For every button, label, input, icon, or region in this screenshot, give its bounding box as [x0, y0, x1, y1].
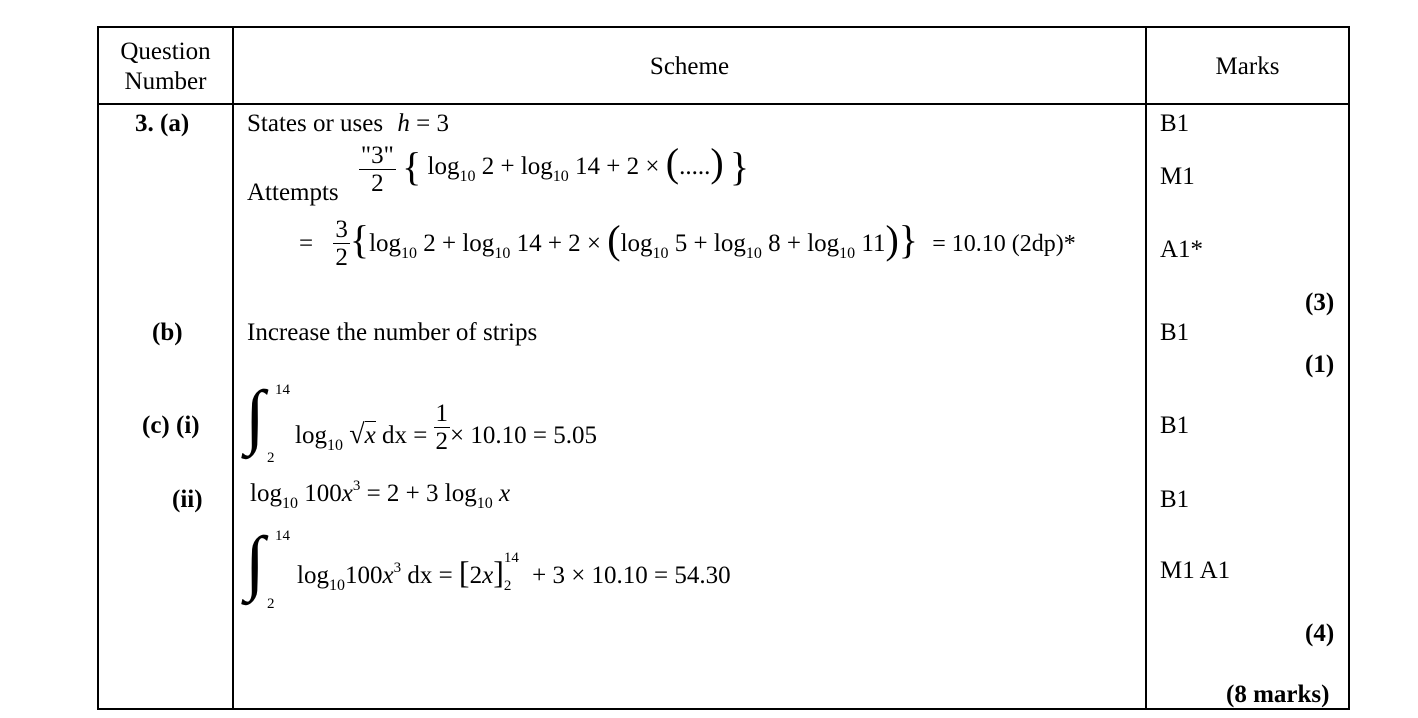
- header-question-line2: Number: [124, 68, 207, 95]
- mark-a3: A1*: [1160, 236, 1204, 263]
- cii-bracket-close: ]: [493, 554, 504, 590]
- cii-bracket-limits: [503, 550, 526, 594]
- column-divider-1: [232, 26, 234, 710]
- a2-num: "3": [360, 142, 394, 169]
- cii-upper-limit: 14: [275, 528, 290, 544]
- a3-log3: log: [620, 230, 653, 258]
- cii-p2: = 2 + 3 log: [360, 480, 477, 507]
- scheme-line-a2: [247, 140, 750, 207]
- a3-p1: 2 + log: [423, 230, 495, 258]
- scheme-line-b: Increase the number of strips: [247, 319, 538, 346]
- a2-fraction: [359, 142, 396, 197]
- cii-log: log: [250, 480, 282, 507]
- a3-sub1: 10: [401, 245, 418, 263]
- a2-brace-open: {: [402, 144, 422, 190]
- cii-sub: 10: [281, 495, 298, 512]
- a3-sub3: 10: [652, 245, 669, 263]
- a3-fraction: [333, 216, 350, 271]
- header-scheme: Scheme: [649, 53, 730, 80]
- a3-p3: 5 + log: [674, 230, 746, 258]
- a2-part1: 2 + log: [481, 153, 553, 181]
- mark-ci: B1: [1160, 412, 1190, 439]
- a3-num: 3: [335, 216, 348, 243]
- cii-x2: x: [498, 480, 511, 507]
- header-marks: Marks: [1215, 53, 1280, 80]
- a3-sub4: 10: [745, 245, 762, 263]
- a3-result: = 10.10 (2dp)*: [932, 231, 1076, 258]
- a2-den: 2: [359, 169, 396, 197]
- cii-bracket-x: x: [482, 562, 494, 589]
- a3-log1: log: [369, 230, 402, 258]
- ci-rest: × 10.10 = 5.05: [450, 422, 597, 450]
- a3-paren-close: ): [885, 217, 899, 263]
- header-question-line1: Question: [120, 38, 211, 65]
- header-question-number: [99, 37, 232, 97]
- ci-fraction: [434, 400, 451, 455]
- mark-cii-1: B1: [1160, 486, 1190, 513]
- cii-b-upper: 14: [503, 550, 519, 566]
- ci-log: log: [295, 422, 327, 450]
- scheme-line-a3: [299, 218, 1076, 273]
- grand-total: (8 marks): [1226, 681, 1330, 708]
- question-label-b: (b): [152, 319, 183, 346]
- scheme-line-cii-1: [250, 478, 511, 512]
- a3-den: 2: [335, 244, 348, 271]
- integral-icon: ∫: [245, 376, 265, 456]
- scheme-line-cii-2: [245, 522, 290, 616]
- question-label-cii: (ii): [172, 486, 203, 513]
- cii-p1: 100: [304, 480, 342, 507]
- a1-var: h: [397, 110, 410, 137]
- a3-brace-close: }: [898, 217, 918, 263]
- cii-x3: x: [382, 562, 394, 589]
- a1-rhs: = 3: [416, 110, 449, 137]
- scheme-line-ci: [245, 376, 290, 470]
- sqrt-icon: √: [349, 419, 365, 451]
- cii-bracket-open: [: [458, 554, 470, 590]
- ci-num: 1: [435, 400, 449, 427]
- cii-dx: dx =: [401, 562, 459, 589]
- ci-sub: 10: [326, 437, 343, 455]
- header-divider: [97, 103, 1350, 105]
- cii-lower-limit: 2: [267, 596, 275, 612]
- ci-x: x: [364, 422, 376, 450]
- mark-a2: M1: [1160, 163, 1195, 190]
- a2-sub2: 10: [552, 168, 569, 186]
- cii-expression: [297, 550, 731, 594]
- cii-bracket-body: 2: [469, 562, 483, 589]
- cii-pow2: 3: [393, 560, 402, 576]
- a2-text: Attempts: [247, 179, 339, 207]
- total-a: (3): [1305, 289, 1335, 316]
- a2-dots: .....: [679, 153, 711, 181]
- a2-paren-open: (: [665, 140, 680, 186]
- a3-sub2: 10: [494, 245, 511, 263]
- a2-log1: log: [427, 153, 460, 181]
- ci-upper-limit: 14: [275, 382, 290, 398]
- column-divider-2: [1145, 26, 1147, 710]
- a3-sub5: 10: [839, 245, 856, 263]
- a3-brace-open: {: [349, 217, 370, 263]
- cii-sub3: 10: [328, 577, 345, 594]
- question-label-3a: 3. (a): [135, 110, 190, 137]
- a1-text: States or uses: [247, 110, 384, 137]
- a2-paren-close: ): [710, 140, 724, 186]
- integral-icon: ∫: [245, 522, 265, 602]
- ci-expression: [295, 400, 597, 455]
- question-label-ci: (c) (i): [142, 412, 200, 439]
- a3-paren-open: (: [607, 217, 621, 263]
- cii-rest: + 3 × 10.10 = 54.30: [525, 562, 731, 589]
- total-b: (1): [1305, 351, 1335, 378]
- total-c: (4): [1305, 620, 1335, 647]
- cii-x1: x: [341, 480, 353, 507]
- a2-expression: [427, 140, 730, 186]
- cii-b-lower: 2: [503, 578, 512, 594]
- a2-part2: 14 + 2 ×: [575, 153, 666, 181]
- a3-p2: 14 + 2 ×: [516, 230, 608, 258]
- ci-den: 2: [435, 428, 449, 455]
- cii-p3: 100: [344, 562, 383, 589]
- cii-log2: log: [297, 562, 329, 589]
- scheme-line-a1: [247, 111, 449, 136]
- a3-eq: =: [299, 230, 314, 258]
- cii-pow1: 3: [352, 478, 361, 494]
- mark-b: B1: [1160, 319, 1190, 346]
- ci-lower-limit: 2: [267, 450, 275, 466]
- a3-p5: 11: [861, 230, 886, 258]
- ci-dx: dx =: [375, 422, 428, 450]
- cii-sub2: 10: [476, 495, 493, 512]
- a2-brace-close: }: [729, 144, 750, 190]
- a2-sub1: 10: [459, 168, 476, 186]
- mark-a1: B1: [1160, 110, 1190, 137]
- a3-p4: 8 + log: [768, 230, 840, 258]
- mark-cii-2: M1 A1: [1160, 557, 1231, 584]
